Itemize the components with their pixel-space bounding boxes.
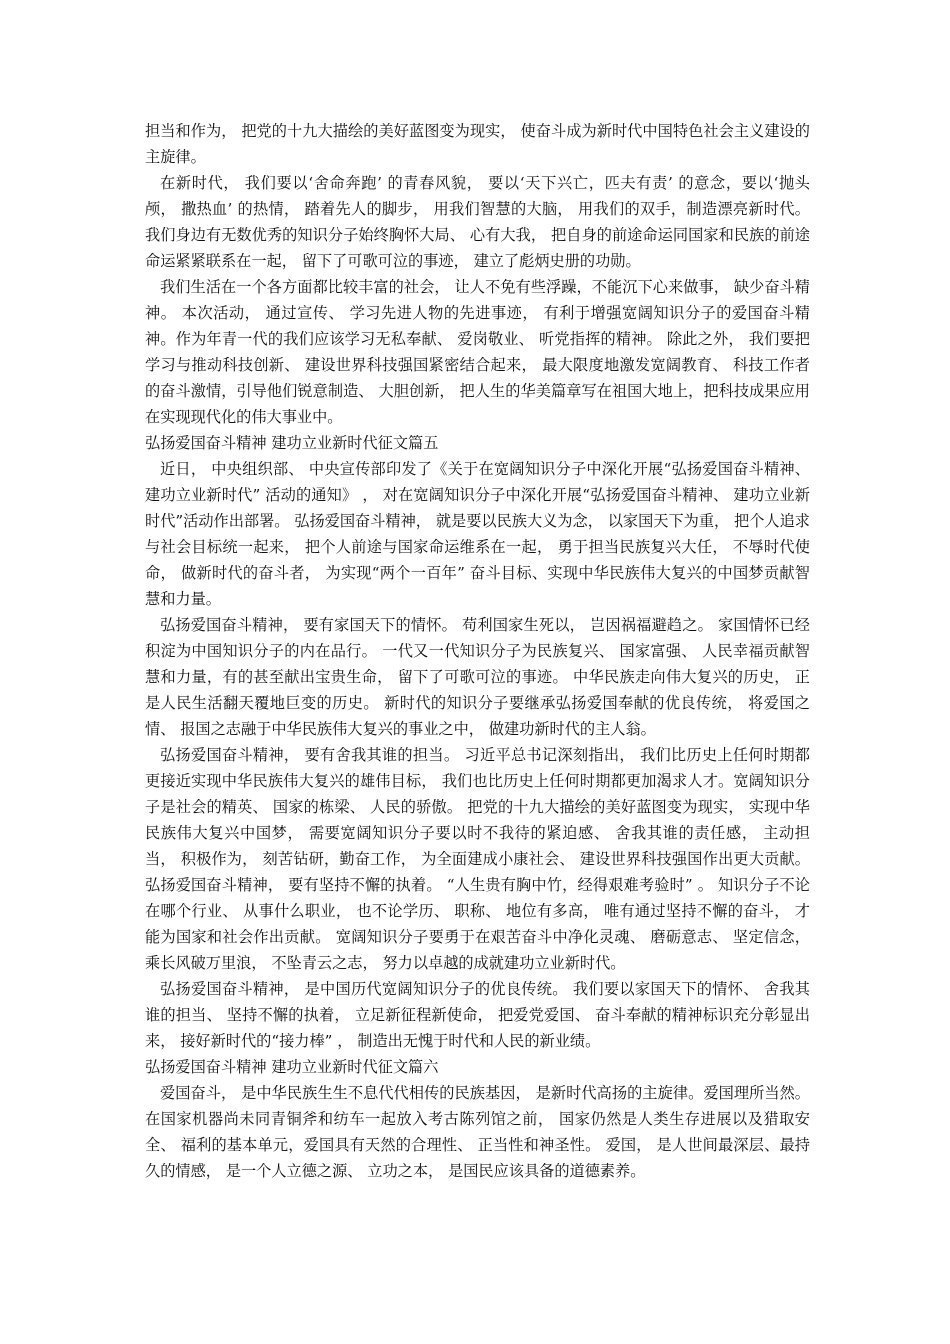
paragraph-4: 近日， 中央组织部、 中央宣传部印发了《关于在宽阔知识分子中深化开展“弘扬爱国奋斗精神、 建功立业新时代” 活动的通知》 ， 对在宽阔知识分子中深化开展“弘扬爱国奋斗精神、 建功立业新时代”活动作出部署。 弘扬爱国奋斗精神， 就是要以民族大义为念， 以家国天下为重， 把个人追求与社会目标统一起来， 把个人前途与国家命运维系在一起， 勇于担当民族复兴大任， 不辱时代使命， 做新时代的奋斗者， 为实现“两个一百年” 奋斗目标、实现中华民族伟大复兴的中国梦贡献智慧和力量。 bbox=[145, 460, 810, 608]
paragraph-7: 弘扬爱国奋斗精神， 是中国历代宽阔知识分子的优良传统。 我们要以家国天下的情怀、 舍我其谁的担当、 坚持不懈的执着， 立足新征程新使命， 把爱党爱国、 奋斗奉献的精神标识充分彰显出来， 接好新时代的“接力棒” ， 制造出无愧于时代和人民的新业绩。 bbox=[145, 980, 810, 1050]
section-heading-5: 弘扬爱国奋斗精神 建功立业新时代征文篇五 bbox=[145, 434, 439, 452]
paragraph-1: 担当和作为， 把党的十九大描绘的美好蓝图变为现实， 使奋斗成为新时代中国特色社会主义建设的主旋律。 bbox=[145, 122, 810, 166]
document-body bbox=[145, 118, 810, 1184]
paragraph-5: 弘扬爱国奋斗精神， 要有家国天下的情怀。 苟利国家生死以， 岂因祸福避趋之。 家国情怀已经积淀为中国知识分子的内在品行。 一代又一代知识分子为民族复兴、 国家富强、 人民幸福贡献智慧和力量，有的甚至献出宝贵生命， 留下了可歌可泣的事迹。 中华民族走向伟大复兴的历史， 正是人民生活翻天覆地巨变的历史。 新时代的知识分子要继承弘扬爱国奉献的优良传统， 将爱国之情、 报国之志融于中华民族伟大复兴的事业之中， 做建功新时代的主人翁。 bbox=[145, 616, 810, 738]
paragraph-3: 我们生活在一个各方面都比较丰富的社会， 让人不免有些浮躁，不能沉下心来做事， 缺少奋斗精神。 本次活动， 通过宣传、 学习先进人物的先进事迹， 有利于增强宽阔知识分子的爱国奋斗精神。作为年青一代的我们应该学习无私奉献、 爱岗敬业、 听党指挥的精神。 除此之外， 我们要把学习与推动科技创新、 建设世界科技强国紧密结合起来， 最大限度地激发宽阔教育、 科技工作者的奋斗激情，引导他们锐意制造、 大胆创新， 把人生的华美篇章写在祖国大地上，把科技成果应用在实现现代化的伟大事业中。 bbox=[145, 278, 810, 426]
paragraph-2: 在新时代， 我们要以‘舍命奔跑’ 的青春风貌， 要以‘天下兴亡，匹夫有责’ 的意念，要以‘抛头颅， 撒热血’ 的热情， 踏着先人的脚步， 用我们智慧的大脑， 用我们的双手，制造漂亮新时代。我们身边有无数优秀的知识分子始终胸怀大局、 心有大我， 把自身的前途命运同国家和民族的前途命运紧紧联系在一起， 留下了可歌可泣的事迹， 建立了彪炳史册的功勋。 bbox=[145, 174, 810, 270]
section-heading-6: 弘扬爱国奋斗精神 建功立业新时代征文篇六 bbox=[145, 1058, 439, 1076]
paragraph-8: 爱国奋斗， 是中华民族生生不息代代相传的民族基因， 是新时代高扬的主旋律。爱国理所当然。 在国家机器尚未同青铜斧和纺车一起放入考古陈列馆之前， 国家仍然是人类生存进展以及猎取安全、 福利的基本单元，爱国具有天然的合理性、 正当性和神圣性。 爱国， 是人世间最深层、最持久的情感， 是一个人立德之源、 立功之本， 是国民应该具备的道德素养。 bbox=[145, 1084, 810, 1180]
paragraph-6: 弘扬爱国奋斗精神， 要有舍我其谁的担当。 习近平总书记深刻指出， 我们比历史上任何时期都更接近实现中华民族伟大复兴的雄伟目标， 我们也比历史上任何时期都更加渴求人才。宽阔知识分子是社会的精英、 国家的栋梁、 人民的骄傲。 把党的十九大描绘的美好蓝图变为现实， 实现中华民族伟大复兴中国梦， 需要宽阔知识分子要以时不我待的紧迫感、 舍我其谁的责任感， 主动担当， 积极作为， 刻苦钻研，勤奋工作， 为全面建成小康社会、 建设世界科技强国作出更大贡献。弘扬爱国奋斗精神， 要有坚持不懈的执着。 “人生贵有胸中竹，经得艰难考验时” 。 知识分子不论在哪个行业、 从事什么职业， 也不论学历、 职称、 地位有多高， 唯有通过坚持不懈的奋斗， 才能为国家和社会作出贡献。 宽阔知识分子要勇于在艰苦奋斗中净化灵魂、 磨砺意志、 坚定信念， 乘长风破万里浪， 不坠青云之志， 努力以卓越的成就建功立业新时代。 bbox=[145, 746, 810, 972]
